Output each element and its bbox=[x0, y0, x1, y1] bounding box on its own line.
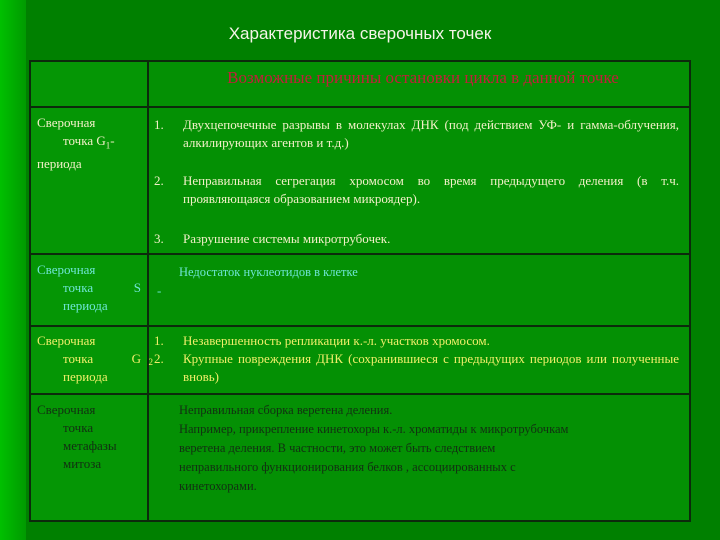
label-line: Сверочная bbox=[37, 402, 96, 417]
header-left-cell bbox=[31, 62, 149, 106]
row-label-cell bbox=[31, 327, 153, 393]
label-line bbox=[37, 279, 141, 297]
cause-text: Недостаток нуклеотидов в клетке bbox=[179, 265, 358, 279]
row-label-g2 bbox=[37, 332, 141, 386]
cause-line: веретена деления. В частности, это может быть следствием bbox=[179, 441, 496, 455]
label-text: точка bbox=[63, 280, 94, 295]
column-header-causes: Возможные причины остановки цикла в данной точке bbox=[227, 68, 619, 87]
list-item bbox=[154, 116, 679, 152]
table-row-g2 bbox=[31, 327, 689, 395]
list-item bbox=[154, 230, 679, 248]
item-number: 2. bbox=[154, 173, 164, 188]
row-label-cell bbox=[31, 395, 149, 520]
table-row-metaphase bbox=[31, 395, 689, 520]
label-suffix: - bbox=[110, 133, 115, 148]
label-text: точка G bbox=[63, 133, 106, 148]
label-line: точка bbox=[63, 420, 94, 435]
list-item bbox=[154, 332, 679, 350]
item-text: Крупные повреждения ДНК (сохранившиеся с предыдущих периодов или полученные вновь) bbox=[183, 351, 679, 384]
table-header-row bbox=[31, 62, 689, 108]
item-text: Разрушение системы микротрубочек. bbox=[183, 231, 391, 246]
label-text: S bbox=[133, 280, 141, 295]
slide-title: Характеристика сверочных точек bbox=[228, 24, 492, 43]
label-subscript: 1 bbox=[105, 140, 111, 151]
table-row-g1 bbox=[31, 108, 689, 255]
cause-line: Например, прикрепление кинетохоры к.-л. хроматиды к микротрубочкам bbox=[179, 422, 569, 436]
item-number: 3. bbox=[154, 231, 164, 246]
table-row-s bbox=[31, 255, 689, 327]
label-text: точка bbox=[63, 351, 94, 366]
item-number: 1. bbox=[154, 333, 164, 348]
cause-text-block bbox=[179, 401, 679, 496]
row-label-metaphase bbox=[37, 401, 117, 473]
label-line: Сверочная bbox=[37, 262, 96, 277]
list-item bbox=[154, 350, 679, 386]
label-subscript: 2 bbox=[148, 357, 153, 367]
row-label-s bbox=[37, 261, 141, 315]
label-line bbox=[37, 350, 141, 368]
label-line: периода bbox=[37, 155, 82, 171]
list-item bbox=[154, 172, 679, 208]
label-line bbox=[37, 132, 115, 155]
row-label-g1 bbox=[37, 114, 115, 173]
cause-line: Неправильная сборка веретена деления. bbox=[179, 403, 393, 417]
label-line: митоза bbox=[63, 456, 102, 471]
label-line: периода bbox=[63, 298, 108, 313]
label-line: Сверочная bbox=[37, 115, 96, 130]
item-text: Неправильная сегрегация хромосом во время предыдущего деления (в т.ч. проявляющаяся образованием микроядер). bbox=[183, 173, 679, 206]
row-label-cell bbox=[31, 108, 149, 253]
label-line: Сверочная bbox=[37, 333, 96, 348]
row-label-cell bbox=[31, 255, 149, 325]
label-line: периода bbox=[63, 369, 108, 384]
cause-line: неправильного функционирования белков , ассоциированных с bbox=[179, 460, 516, 474]
item-text: Незавершенность репликации к.-л. участков хромосом. bbox=[183, 333, 490, 348]
checkpoint-table bbox=[29, 60, 691, 522]
item-number: 1. bbox=[154, 117, 164, 132]
background-strip bbox=[0, 0, 26, 540]
label-text: G bbox=[131, 351, 141, 366]
item-number: 2. bbox=[154, 351, 164, 366]
dash-mark: - bbox=[157, 283, 162, 298]
cause-line: кинетохорами. bbox=[179, 479, 257, 493]
item-text: Двухцепочечные разрывы в молекулах ДНК (под действием УФ- и гамма-облучения, алкилирующих агентов и т.д.) bbox=[183, 117, 679, 150]
label-line: метафазы bbox=[63, 438, 117, 453]
